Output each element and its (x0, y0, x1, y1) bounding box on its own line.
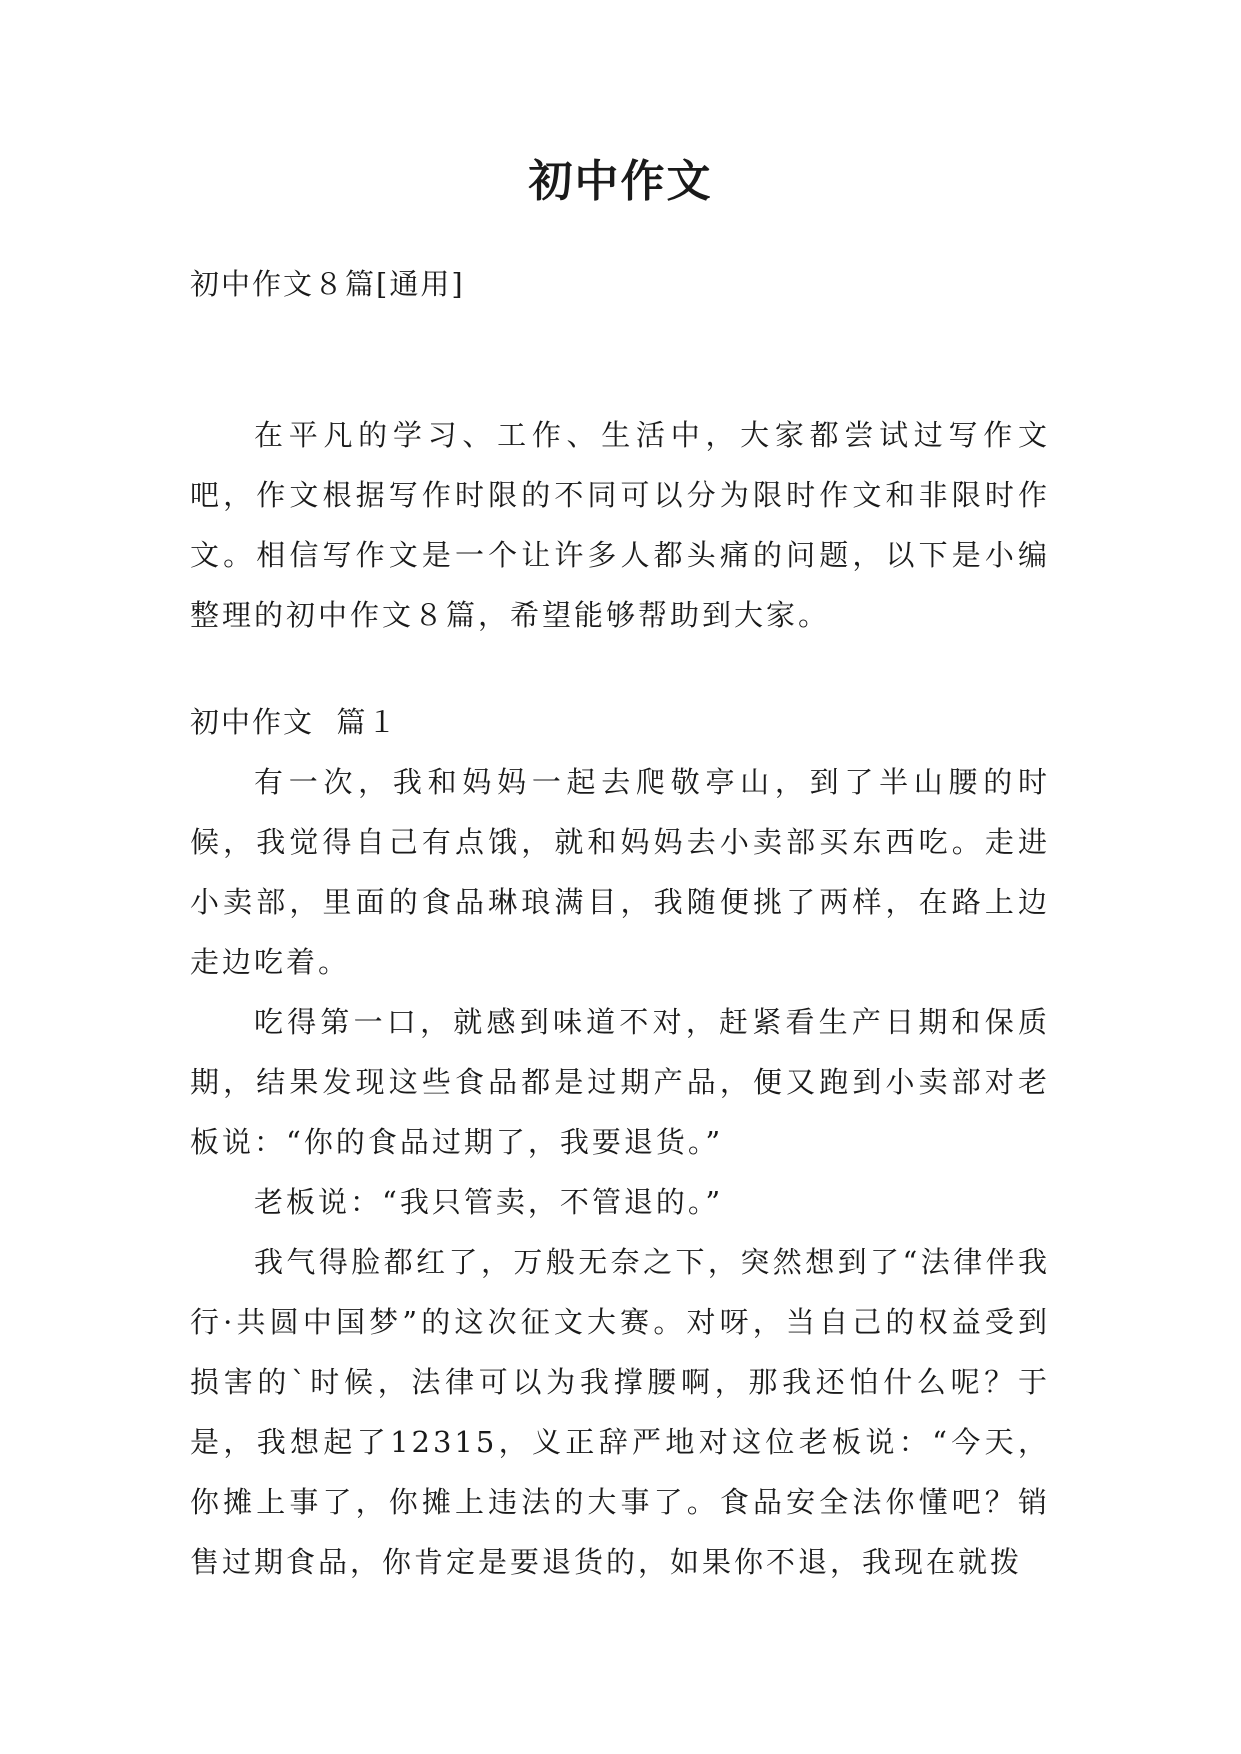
intro-paragraph: 在平凡的学习、工作、生活中，大家都尝试过写作文吧，作文根据写作时限的不同可以分为限时作文和非限时作文。相信写作文是一个让许多人都头痛的问题，以下是小编整理的初中作文８篇，希望能够帮助到大家。 (190, 418, 1050, 632)
essay-paragraph: 老板说：“我只管卖，不管退的。” (254, 1185, 724, 1219)
document-title: 初中作文 (528, 156, 713, 207)
essay-paragraph: 有一次，我和妈妈一起去爬敬亭山，到了半山腰的时候，我觉得自己有点饿，就和妈妈去小卖部买东西吃。走进小卖部，里面的食品琳琅满目，我随便挑了两样，在路上边走边吃着。 (190, 765, 1050, 979)
section-heading: 初中作文 篇１ (190, 705, 399, 739)
essay-paragraph: 我气得脸都红了，万般无奈之下，突然想到了“法律伴我行·共圆中国梦”的这次征文大赛。对呀，当自己的权益受到损害的`时候，法律可以为我撑腰啊，那我还怕什么呢？于是，我想起了12315，义正辞严地对这位老板说：“今天，你摊上事了，你摊上违法的大事了。食品安全法你懂吧？销售过期食品，你肯定是要退货的，如果你不退，我现在就拨 (190, 1245, 1050, 1579)
document-subtitle: 初中作文８篇[通用] (190, 267, 465, 301)
essay-section (190, 700, 1050, 1592)
essay-paragraph: 吃得第一口，就感到味道不对，赶紧看生产日期和保质期，结果发现这些食品都是过期产品，便又跑到小卖部对老板说：“你的食品过期了，我要退货。” (190, 1005, 1050, 1159)
